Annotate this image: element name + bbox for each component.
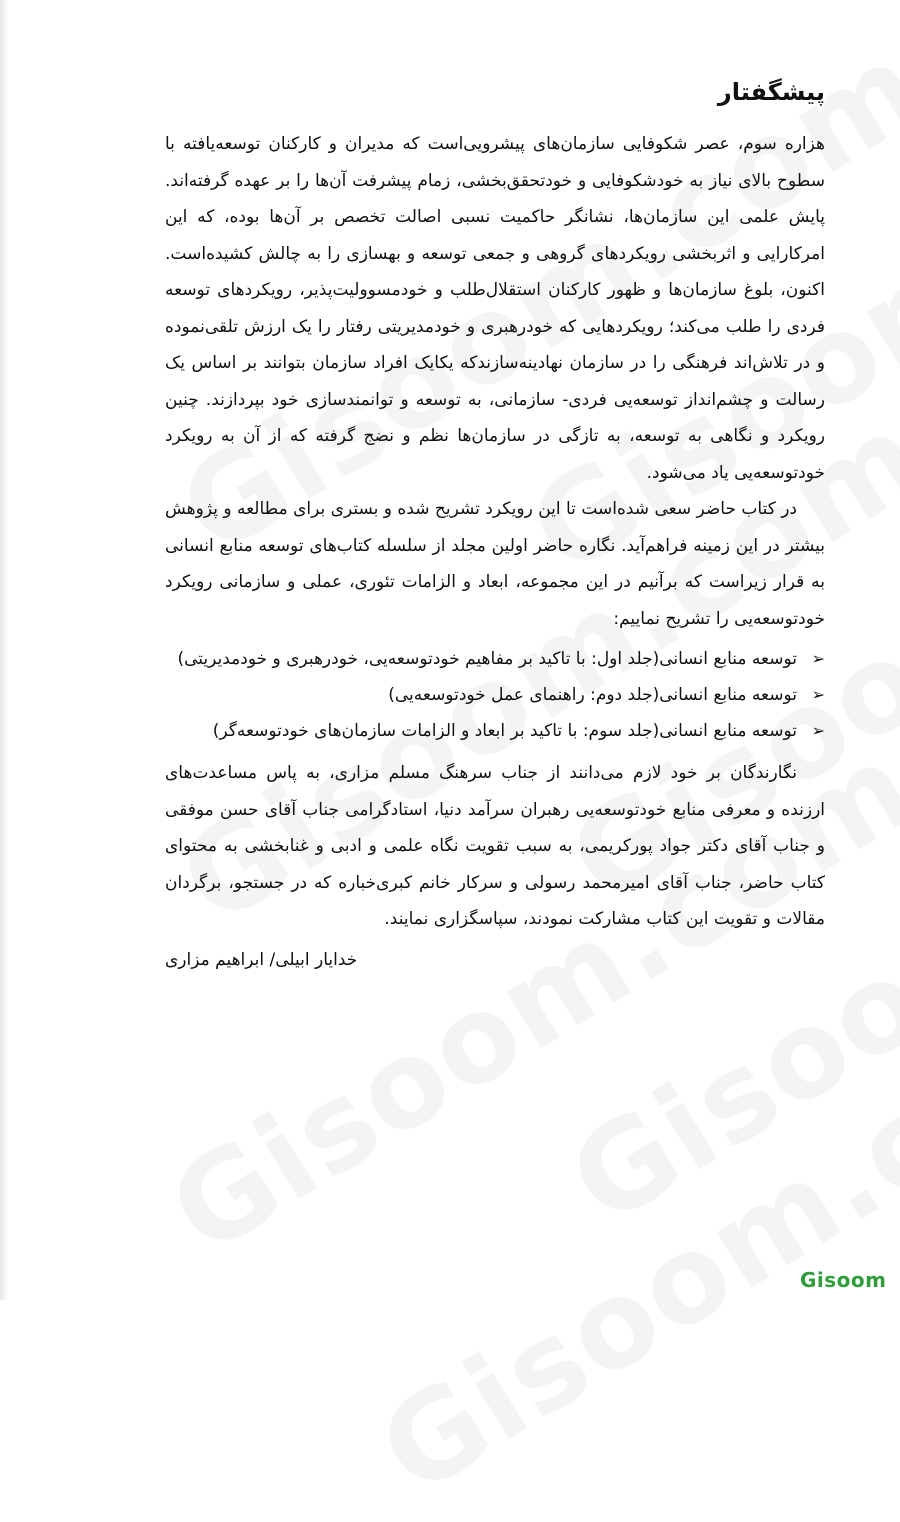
page-edge-shadow <box>0 0 8 1300</box>
author-signature: خدایار ابیلی/ ابراهیم مزاری <box>165 949 358 970</box>
arrow-bullet-icon: ➢ <box>811 721 825 740</box>
list-item-text: توسعه منابع انسانی(جلد اول: با تاکید بر مفاهیم خودتوسعه‌یی، خودرهبری و خودمدیریتی) <box>177 649 797 669</box>
list-item <box>165 641 825 677</box>
gisoom-logo: Gisoom <box>800 1268 887 1292</box>
list-item-text: توسعه منابع انسانی(جلد سوم: با تاکید بر ابعاد و الزامات سازمان‌های خودتوسعه‌گر) <box>212 721 797 741</box>
paragraph-acknowledgement: نگارندگان بر خود لازم می‌دانند از جناب سرهنگ مسلم مزاری، به پاس مساعدت‌های ارزنده و معرفی منابع خودتوسعه‌یی رهبران سرآمد دنیا، استادگرامی جناب آقای حسن موفقی و جناب آقای دکتر جواد پورکریمی، به سبب تقویت نگاه علمی و ادبی و غنابخشی به محتوای کتاب حاضر، جناب آقای امیرمحمد رسولی و سرکار خانم کبری‌خباره که در جستجو، برگردان مقالات و تقویت این کتاب مشارکت نمودند، سپاسگزاری نمایند. <box>165 763 825 929</box>
list-item <box>165 713 825 749</box>
arrow-bullet-icon: ➢ <box>811 649 825 668</box>
page-content <box>165 78 825 978</box>
list-item <box>165 677 825 713</box>
list-item-text: توسعه منابع انسانی(جلد دوم: راهنمای عمل خودتوسعه‌یی) <box>388 685 797 705</box>
watermark <box>357 957 900 1522</box>
arrow-bullet-icon: ➢ <box>811 685 825 704</box>
volume-list <box>165 641 825 749</box>
paragraph-book-purpose: در کتاب حاضر سعی شده‌است تا این رویکرد تشریح شده و بستری برای مطالعه و پژوهش بیشتر در این زمینه فراهم‌آید. نگاره حاضر اولین مجلد از سلسله کتاب‌های توسعه منابع انسانی به قرار زیراست که برآنیم در این مجموعه، ابعاد و الزامات تئوری، عملی و سازمانی رویکرد خودتوسعه‌یی را تشریح نماییم: <box>165 499 825 629</box>
page-title: پیشگفتار <box>717 78 825 106</box>
paragraph-intro: هزاره سوم، عصر شکوفایی سازمان‌های پیشرویی‌است که مدیران و کارکنان توسعه‌یافته با سطوح بالای نیاز به خودشکوفایی و خودتحقق‌بخشی، زمام پیشرفت آن‌ها را بر عهده گرفته‌اند. پایش علمی این سازمان‌ها، نشانگر حاکمیت نسبی اصالت تخصص بر آن‌ها بوده، که این امرکارایی و اثربخشی رویکردهای گروهی و جمعی توسعه و بهسازی را به چالش کشیده‌است. اکنون، بلوغ سازمان‌ها و ظهور کارکنان استقلال‌طلب و خودمسوولیت‌پذیر، رویکردهای توسعه فردی را طلب می‌کند؛ رویکردهایی که خودرهبری و خودمدیریتی رفتار را یک ارزش تلقی‌نموده و در تلاش‌اند فرهنگی را در سازمان نهادینه‌سازندکه یکایک افراد سازمان بتوانند بر اساس یک رسالت و چشم‌انداز توسعه‌یی فردی- سازمانی، به توسعه و توانمندسازی خود بپردازند. چنین رویکرد و نگاهی به توسعه، به تازگی در سازمان‌ها نظم و نضج گرفته که از آن به رویکرد خودتوسعه‌یی یاد می‌شود. <box>165 134 825 483</box>
